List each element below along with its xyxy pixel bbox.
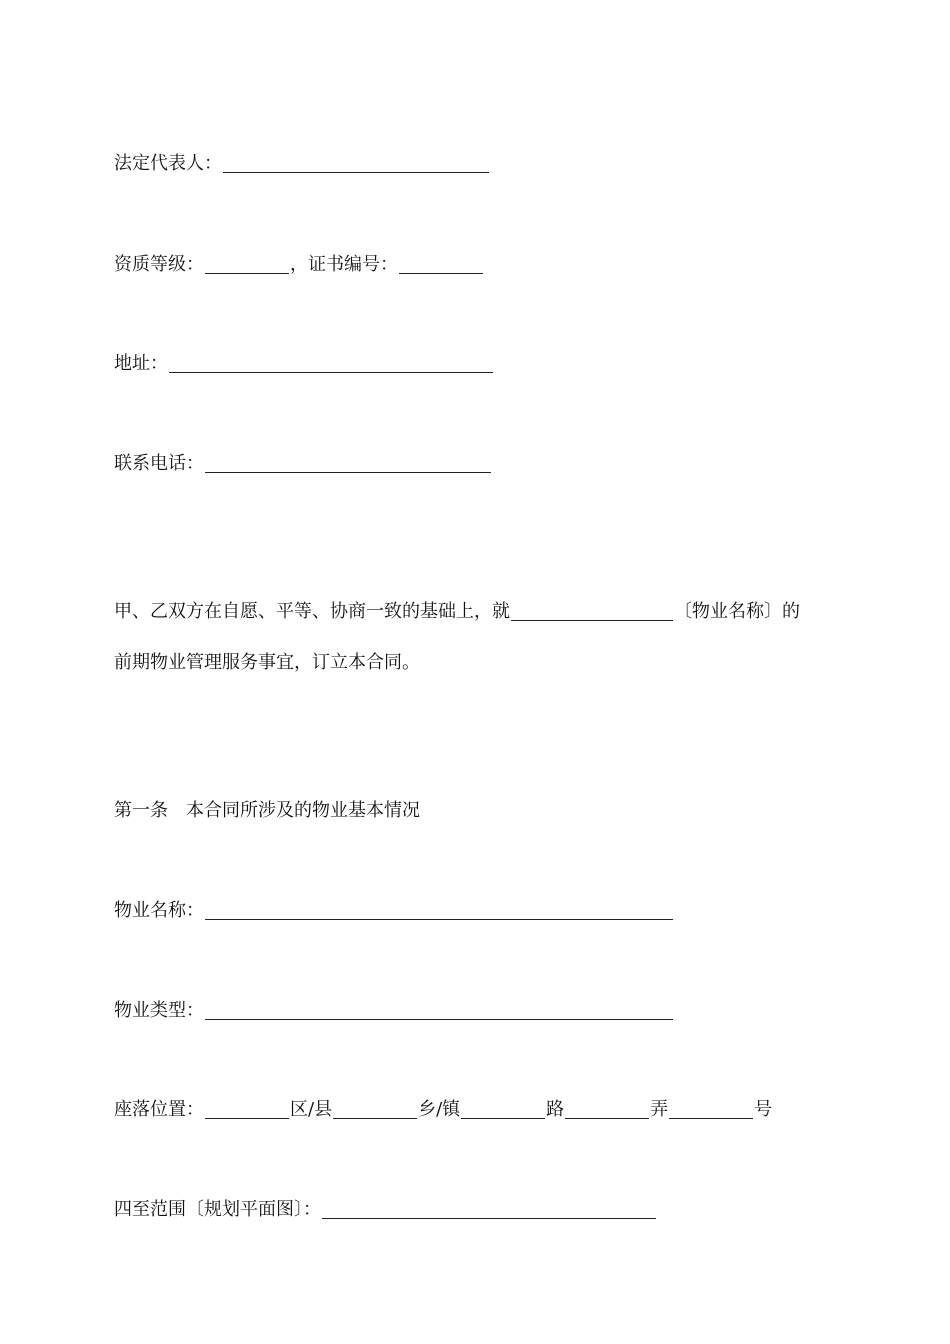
address-blank bbox=[169, 354, 493, 373]
intro-line-1 bbox=[114, 600, 800, 624]
property-name-blank bbox=[205, 901, 673, 920]
intro-text-2: 〔物业名称〕的 bbox=[674, 601, 800, 622]
road-label: 路 bbox=[546, 1099, 565, 1120]
property-type-line bbox=[114, 999, 674, 1023]
qualification-line bbox=[114, 253, 484, 277]
district-label: 区/县 bbox=[290, 1099, 333, 1120]
town-label: 乡/镇 bbox=[418, 1099, 461, 1120]
intro-property-name-blank bbox=[511, 602, 673, 621]
qualification-level-blank bbox=[205, 255, 289, 274]
intro-text-3: 前期物业管理服务事宜，订立本合同。 bbox=[114, 652, 420, 673]
qualification-label: 资质等级： bbox=[114, 254, 204, 275]
certificate-label: ，证书编号： bbox=[290, 254, 398, 275]
location-line bbox=[114, 1098, 772, 1122]
property-type-label: 物业类型： bbox=[114, 1000, 204, 1021]
legal-rep-label: 法定代表人： bbox=[114, 153, 222, 174]
location-label: 座落位置： bbox=[114, 1099, 204, 1120]
article-1-title bbox=[114, 799, 420, 823]
number-label: 号 bbox=[754, 1099, 773, 1120]
phone-blank bbox=[205, 454, 491, 473]
boundaries-line bbox=[114, 1198, 657, 1222]
certificate-number-blank bbox=[399, 255, 483, 274]
phone-label: 联系电话： bbox=[114, 453, 204, 474]
legal-rep-line bbox=[114, 152, 490, 176]
address-line bbox=[114, 352, 494, 376]
town-blank bbox=[333, 1100, 417, 1119]
legal-rep-blank bbox=[223, 154, 489, 173]
lane-blank bbox=[565, 1100, 649, 1119]
lane-label: 弄 bbox=[650, 1099, 669, 1120]
article-1-heading: 第一条 本合同所涉及的物业基本情况 bbox=[114, 800, 420, 821]
boundaries-blank bbox=[322, 1200, 656, 1219]
intro-text-1: 甲、乙双方在自愿、平等、协商一致的基础上，就 bbox=[114, 601, 510, 622]
address-label: 地址： bbox=[114, 353, 168, 374]
intro-line-2 bbox=[114, 651, 420, 675]
number-blank bbox=[669, 1100, 753, 1119]
property-name-label: 物业名称： bbox=[114, 900, 204, 921]
boundaries-label: 四至范围〔规划平面图〕： bbox=[114, 1199, 321, 1220]
phone-line bbox=[114, 452, 492, 476]
property-name-line bbox=[114, 899, 674, 923]
road-blank bbox=[461, 1100, 545, 1119]
property-type-blank bbox=[205, 1001, 673, 1020]
district-blank bbox=[205, 1100, 289, 1119]
